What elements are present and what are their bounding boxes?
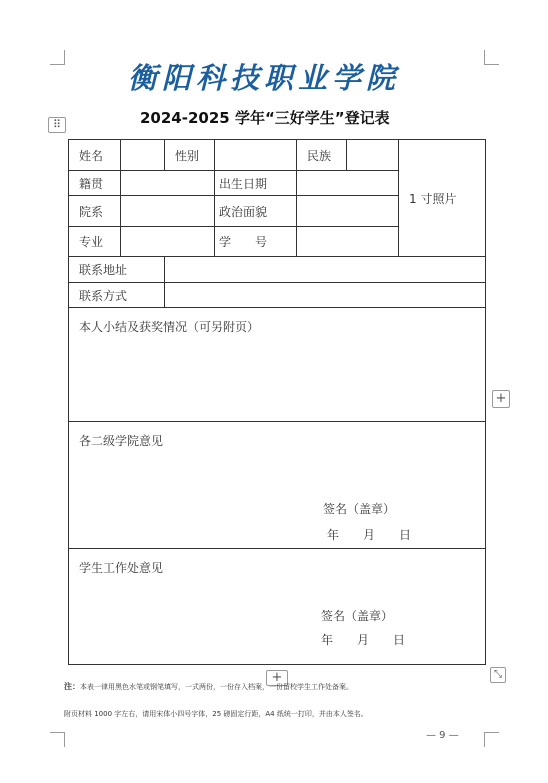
address-label: 联系地址 — [69, 257, 165, 283]
photo-label: 1 寸照片 — [409, 191, 457, 206]
ethnicity-field[interactable] — [347, 140, 399, 171]
student-id-label: 学 号 — [215, 227, 297, 257]
crop-mark-top-left — [50, 50, 65, 65]
crop-mark-bottom-left — [50, 732, 65, 747]
crop-mark-bottom-right — [484, 732, 499, 747]
address-field[interactable] — [165, 257, 486, 283]
affairs-sign-label: 签名（盖章） — [321, 609, 394, 623]
summary-section[interactable] — [69, 308, 486, 422]
student-id-field[interactable] — [297, 227, 399, 257]
affairs-date-label: 年 月 日 — [321, 633, 406, 647]
birthdate-field[interactable] — [297, 171, 399, 196]
department-label: 院系 — [69, 196, 121, 227]
summary-label: 本人小结及获奖情况（可另附页） — [79, 320, 260, 334]
page-number: — 9 — — [426, 730, 459, 741]
photo-box[interactable] — [399, 140, 486, 257]
college-opinion-label: 各二级学院意见 — [79, 434, 164, 448]
affairs-opinion-label: 学生工作处意见 — [79, 561, 164, 575]
birthdate-label: 出生日期 — [215, 171, 297, 196]
gender-label: 性别 — [165, 140, 215, 171]
college-sign-label: 签名（盖章） — [323, 502, 396, 516]
footnote — [64, 681, 353, 692]
college-date-label: 年 月 日 — [327, 528, 412, 542]
college-logo: 衡阳科技职业学院 — [128, 61, 401, 95]
footnote-text: 本表一律用黑色水笔或钢笔填写，一式两份，一份存入档案，一份留校学生工作处备案。 — [80, 683, 353, 691]
gender-field[interactable] — [215, 140, 297, 171]
department-field[interactable] — [121, 196, 215, 227]
registration-form-table — [68, 139, 486, 665]
political-field[interactable] — [297, 196, 399, 227]
add-column-plus-icon[interactable]: + — [492, 390, 510, 408]
major-field[interactable] — [121, 227, 215, 257]
contact-label: 联系方式 — [69, 283, 165, 308]
footnote-line2: 附页材料 1000 字左右，请用宋体小四号字体，25 磅固定行距，A4 纸统一打印，并由本人签名。 — [64, 710, 368, 718]
ethnicity-label: 民族 — [297, 140, 347, 171]
crop-mark-top-right — [484, 50, 499, 65]
contact-field[interactable] — [165, 283, 486, 308]
table-move-handle-icon[interactable]: ⠿ — [48, 117, 66, 133]
add-row-plus-icon[interactable]: + — [266, 670, 288, 686]
political-label: 政治面貌 — [215, 196, 297, 227]
college-opinion-section[interactable] — [69, 422, 486, 549]
affairs-opinion-section[interactable] — [69, 549, 486, 665]
table-resize-icon[interactable]: ⤡ — [490, 667, 506, 683]
footnote-prefix: 注： — [64, 682, 80, 691]
hometown-field[interactable] — [121, 171, 215, 196]
name-field[interactable] — [121, 140, 165, 171]
page-title: 2024-2025 学年“三好学生”登记表 — [140, 109, 390, 127]
hometown-label: 籍贯 — [69, 171, 121, 196]
name-label: 姓名 — [69, 140, 121, 171]
major-label: 专业 — [69, 227, 121, 257]
